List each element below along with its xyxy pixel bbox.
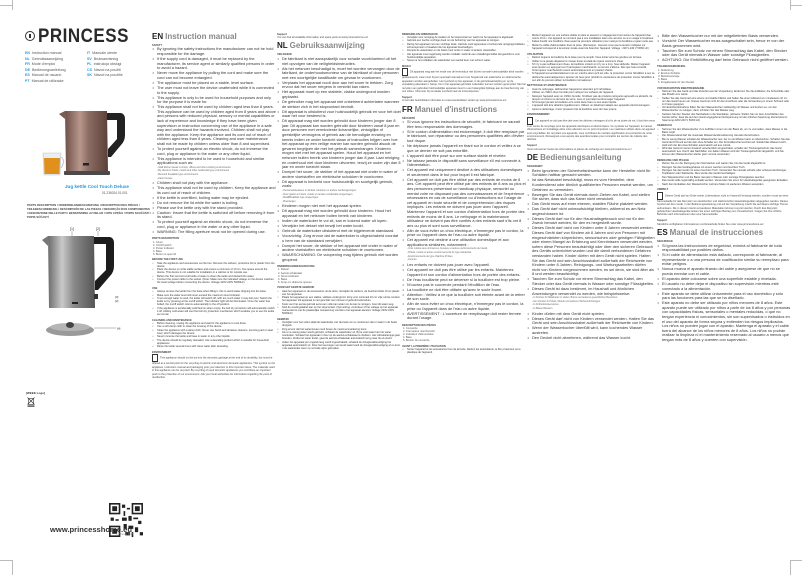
language-item: ES Manual de usuario: [25, 73, 62, 77]
kettle-diagram: [32, 226, 132, 366]
language-item: PT Manual de utilizador: [25, 78, 64, 83]
svg-text:[1]: [1]: [70, 227, 74, 231]
brand-name: PRINCESS: [38, 24, 129, 47]
column-de: • Mettez l'appareil sur une surface stable et plate et assurez un dégagement tout autour de l'appareil d'au moins 10 cm. Cet appareil ne convient pas à une installation dans une armoire ou à un usage à l'extérieur. • Faites bouillir une bouilloire d'eau avant la première utilisation pour nettoyer la bouilloire et jetez cette eau. • Mettez le câble d'alimentation dans la prise. (Remarque : Assurez-vous que la tension indiquée sur l'appareil correspond à la tension locale avant de brancher l'appareil. Voltage : 220 V-240 V 50/60 Hz) UTILISATION • Retirez toujours la bouilloire de la base pour la remplir. Vous évitez ainsi les gouttes sur la base. • Veillez à ne jamais dépasser le niveau d'eau au-delà du repère maximum d'eau. • S'il n'y a pas suffisamment d'eau, la bouilloire s'éteint et s'il y en a trop, l'eau déborde. Mettez l'appareil sous tension en appuyant sur l'interrupteur marche/arrêt. Le témoin s'allume. Dès que l'eau a bouilli, l'interrupteur marche/arrêt revient automatiquement en position d'arrêt. • Si l'appareil est accidentellement mis en marche alors qu'il est vide, la protection contre l'ébullition à sec se déclenche automatiquement. Ajoutez de l'eau pour refroidir le mécanisme de protection contre l'ébullition à sec afin de pouvoir utiliser la bouilloire normalement. NETTOYAGE ET MAINTENANCE • Avant le nettoyage, débranchez l'appareil et attendez qu'il refroidisse. • Utilisez un chiffon doux humide pour nettoyer les surfaces de l'appareil. • Nettoyez l'appareil avec un chiffon humide. N'utilisez pas de produits nettoyants agressifs ou abrasifs, de tampon à récurer ou de laine de verre, ceux-ci pourraient endommager l'appareil. • N'immergez jamais la bouilloire et le socle dans l'eau ou tout autre liquide. • L'appareil doit être détartré régulièrement. Utilisez un détartrant adapté aux appareils électroménagers. • Après le détartrage, rincez plusieurs fois la bouilloire avec de l'eau propre. ENVIRONNEMENT Cet appareil ne doit pas être jeté avec les déchets ménagers à la fin de sa durée de vie, il doit être remis à un centre de recyclage pour les appareils électriques et électroniques. Ce symbole sur l'appareil, le manuel d'instructions et l'emballage attire votre attention sur ce point important. Les matériaux utilisés dans cet appareil sont recyclables. En recyclant vos appareils, vous contribuez de manière significative à la protection de notre environnement. Renseignez-vous auprès des autorités locales pour connaître les centres de collecte des déchets. Support Vous retrouverez toutes les informations et pièces de rechange sur www.princesshome.eu ! DE Bedienungsanleitung SICHERHEIT • Beim Ignorieren der Sicherheitshinweise kann der Hersteller nicht für Schäden haftbar gemacht werden. • Ist das Netzkabel beschädigt, muss es vom Hersteller, dem Kundendienst oder ähnlich qualifizierten Personen ersetzt werden, um Gefahren zu vermeiden. • Bewegen Sie das Gerät niemals durch Ziehen am Kabel, und stellen Sie sicher, dass sich das Kabel nicht verwickelt. • Das Gerät muss auf einer ebenen, stabilen Fläche platziert werden. • Das Gerät darf nicht unbeaufsichtigt bleiben, während es am Netz angeschlossen ist. • Dieses Gerät darf nur für den Haushaltsgebrauch und nur für den Zweck benutzt werden, für den es hergestellt wurde. • Dieses Gerät darf nicht von Kindern unter 8 Jahren verwendet werden. Dieses Gerät darf von Kindern ab 8 Jahren und von Personen mit eingeschränkten körperlichen, sensorischen oder geistigen Fähigkeiten oder einem Mangel an Erfahrung und Kenntnissen verwendet werden, sofern diese Personen beaufsichtigt oder über den sicheren Gebrauch des Geräts unterrichtet wurden und die damit verbundenen Gefahren verstanden haben. Kinder dürfen mit dem Gerät nicht spielen. Halten Sie das Gerät und sein Anschlusskabel außerhalb der Reichweite von Kindern unter 8 Jahren. Reinigungs- und Wartungsarbeiten dürfen nicht von Kindern vorgenommen werden, es sei denn, sie sind älter als 8 und werden beaufsichtigt. • Tauchen Sie zum Schutz vor einem Stromschlag das Kabel, den Stecker oder das Gerät niemals in Wasser oder sonstige Flüssigkeiten. • Dieses Gerät ist dazu bestimmt, im Haushalt und ähnlichen Anwendungen verwendet zu werden, wie beispielsweise: – In Küchen für Mitarbeiter in Läden, Büros und anderen gewerblichen Bereichen. – Von Kunden in Hotels, Motels und anderen Wohneinrichtungen. – In Frühstückspensionen. – In Bauernhäusern. • Kinder dürfen mit dem Gerät nicht spielen. • Dieses Gerät darf nicht von Kindern verwendet werden. Halten Sie das Gerät und sein Anschlusskabel außerhalb der Reichweite von Kindern. • Wenn der Wasserkocher überfüllt wird, kann kochendes Wasser austreten. • Den Deckel nicht abnehmen, während das Wasser kocht.: [527, 34, 655, 341]
crop-mark: [0, 5, 12, 6]
column-fr: REINIGING EN ONDERHOUD • Verwijder voor reiniging de stekker uit het stopcontact en wacht tot het apparaat is afgekoeld. • Gebruik een zachte vochtige doek om de behuizing van het apparaat te reinigen. • Reinig het apparaat met een vochtige doek. Gebruik nooit agressieve of schurende reinigingsmiddelen, schuursponsen of staalwol die het apparaat beschadigen. • Dompel de waterkoker en de basis nooit onder in water of andere vloeistoffen. • Het apparaat moet regelmatig worden ontkalkt. Gebruik een ontkalkingsmiddel dat geschikt is voor huishoudelijke apparaten. • Spoel na het ontkalken de waterkoker een aantal keer met schoon water. MILIEU Dit apparaat mag aan het einde van de levensduur niet bij het normale huishoudelijke afval worden gedeponeerd, maar moet bij een speciaal inzamelpunt voor hergebruik van elektrische en elektronische apparaten worden aangeboden. Het symbool op het apparaat, in de gebruiksaanwijzing en op de verpakking attendeert u hierop. De in het apparaat gebruikte materialen kunnen worden gerecycled. Met het recyclen van gebruikte huishoudelijke apparaten levert u een belangrijke bijdrage aan de bescherming van ons milieu. Informeer bij uw lokale overheid naar de inzamelpunten. Support U kunt alle beschikbare informatie en reserveonderdelen vinden op www.princesshome.eu! FR Manuel d'instructions SÉCURITÉ • Si vous ignorez les instructions de sécurité, le fabricant ne saurait être tenu responsable des dommages. • Si le cordon d'alimentation est endommagé, il doit être remplacé par le fabricant, son réparateur ou des personnes qualifiées afin d'éviter tout risque. • Ne déplacez jamais l'appareil en tirant sur le cordon et veillez à ce que ce dernier ne soit pas entortillé. • L'appareil doit être posé sur une surface stable et nivelée. • Ne laissez jamais le dispositif sans surveillance s'il est connecté à l'alimentation. • Cet appareil est uniquement destiné à des utilisations domestiques et seulement dans le but pour lequel il est fabriqué. • Cet appareil ne doit pas être utilisé par des enfants de moins de 8 ans. Cet appareil peut être utilisé par des enfants de 8 ans ou plus et des personnes présentant un handicap physique, sensoriel ou mental voire ne disposant pas des connaissances et de l'expérience nécessaires en cas de surveillance ou d'instructions sur l'usage de cet appareil en toute sécurité et de compréhension des risques impliqués. Les enfants ne doivent pas jouer avec l'appareil. Maintenez l'appareil et son cordon d'alimentation hors de portée des enfants de moins de 8 ans. Le nettoyage et la maintenance utilisateur ne doivent pas être confiés à des enfants sauf s'ils ont 8 ans ou plus et sont sous surveillance. • Afin de vous éviter un choc électrique, n'immergez pas le cordon, la prise ou l'appareil dans de l'eau ou autre liquide. • Cet appareil est destiné à une utilisation domestique et aux applications similaires, notamment : – Coin cuisine des commerces, bureaux et autres environnements de travail. – Hôtels, motels et autres environnements de type résidentiel. – Environnements de type chambre d'hôtes. – Fermes. • Les enfants ne doivent pas jouer avec l'appareil. • Cet appareil ne doit pas être utilisé par les enfants. Maintenez l'appareil et son cordon d'alimentation hors de portée des enfants. • De l'eau bouillante peut se déverser si la bouilloire est trop pleine. • N'ouvrez pas le couvercle pendant l'ébullition de l'eau. • La bouilloire ne doit être utilisée qu'avec le socle fourni. • Attention : Veillez à ce que la bouilloire soit éteinte avant de la retirer de son socle. • Afin de vous éviter un choc électrique, n'immergez pas le cordon, la prise ou l'appareil dans de l'eau ou autre liquide. • AVERTISSEMENT : L'ouverture de remplissage doit rester fermée durant l'usage. DESCRIPTION DES PIÈCES 1. Couvercle 2. Interrupteur marche/arrêt 3. Indicateur d'alimentation 4. Base 5. Bouton de couvercle AVANT LA PREMIÈRE UTILISATION • Sortez l'appareil et les accessoires hors de la boîte. Retirez les autocollants, le film protecteur ou le plastique de l'appareil.: [402, 30, 526, 355]
heading-safety: SAFETY: [152, 43, 163, 47]
support-text-en: You can find all available information and spare parts at www.princesshome.eu!: [277, 36, 369, 40]
heading-first-use: BEFORE THE FIRST USE: [152, 258, 183, 262]
kettle-photo: [35, 105, 130, 180]
heading-parts: PARTS DESCRIPTION: [152, 237, 180, 241]
language-item: SV Bruksanvisning: [87, 56, 119, 61]
copyright: © Princess 2018: [116, 534, 133, 536]
website-link[interactable]: www.princesshome.eu: [50, 525, 133, 534]
product-name: Jug kettle Cool Touch Deluxe: [65, 184, 129, 189]
crop-mark: [12, 0, 13, 10]
section-title-es: ES Manual de instrucciones: [657, 228, 764, 238]
svg-text:[3]: [3]: [115, 295, 119, 299]
crop-mark: [790, 0, 791, 10]
heading-cleaning: CLEANING AND MAINTENANCE: [152, 318, 192, 322]
uses-list: – Staff kitchen areas in shops, offices and other working environments. – By clients in hotels, motels and other residential type environments. – Bed and breakfast type environments. – Farm houses.: [152, 167, 276, 181]
weee-bin-icon: [527, 117, 533, 125]
language-item: FR Mode d'emploi: [25, 62, 56, 66]
section-title-de: DE Bedienungsanleitung: [527, 153, 622, 163]
column-en: EN Instruction manual SAFETY • By ignoring the safety instructions the manufacturer can not be hold responsible for the damage. • If the supply cord is damaged, it must be replaced by the manufacturer, its service agent or similarly qualified persons in order to avoid a hazard. • Never move the appliance by pulling the cord and make sure the cord can not become entangled. • The appliance must be placed on a stable, level surface. • The user must not leave the device unattended while it is connected to the supply. • This appliance is only to be used for household purposes and only for the purpose it is made for. • This appliance shall not be used by children aged less than 8 years. This appliance can be used by children aged from 8 years and above and persons with reduced physical, sensory or mental capabilities or lack of experience and knowledge if they have been given supervision or instruction concerning use of the appliance in a safe way and understand the hazards involved. Children shall not play with the appliance. Keep the appliance and its cord out of reach of children aged less than 8 years. Cleaning and user maintenance shall not be made by children unless older than 8 and supervised. • To protect yourself against an electric shock, do not immerse the cord, plug or appliance in the water or any other liquid. • This appliance is intended to be used in household and similar applications such as: – Staff kitchen areas in shops, offices and other working environments. – By clients in hotels, motels and other residential type environments. – Bed and breakfast type environments. – Farm houses. • Children shall not play with the appliance. • This appliance shall not be used by children. Keep the appliance and its cord out of reach of children. • If the kettle is overfilled, boiling water may be ejected. • Do not remove the lid while the water is boiling. • Please use the kettle only with the stand provided. • Caution: Insure that the kettle is switched off before removing it from its stand. • To protect yourself against an electric shock, do not immerse the cord, plug or appliance in the water or any other liquid. • WARNING: The filling aperture must not be opened during use. PARTS DESCRIPTION 1. Cover 2. On/Off switch 3. Power indicator 4. Base 5. Button to open lid BEFORE THE FIRST USE • Take the appliance and accessories out the box. Remove the stickers, protective foil or plastic from the device. • Place the device on a flat stable surface and ensure a minimum of 10 cm. free space around the device. This device is not suitable for installation in a cabinet or for outside use. • Before the first use boil a full kettle of water to clean the kettle and discard this water. • Connect the power cable to the socket. (Note: Make sure the indicated voltage on the device matches the local voltage before connecting the device. Voltage 220V-240V 50/60Hz) USE • Always remove the kettle from the base when filling it, this to avoid water dripping into the base. • Make sure the water level will never exceed the maximum level indicator. • If not enough water is used, the kettle will switch off, with too much water it may boil over. Switch the kettle on by pressing at the on/off switch. The indicator light will be illuminated. Once the water has boiled, the on/off switch returns automatically to the off position. • If the appliance is accidentally switched on when empty, the boil dry protection will automatically switch it off. Adding cold water will cool the boil dry protection mechanism which enables you to use the kettle as normal. CLEANING AND MAINTENANCE • Before cleaning, unplug the appliance and wait for the appliance to cool down. • Use a soft damp cloth to clean the housing of the device. • Clean the appliance with a damp cloth. Never use harsh and abrasive cleaners, scouring pad or steel wool, which damages the device. • Never immerse the kettle and base in water or any other liquids. • The device should be regularly descaled. Use a descaling product which is suitable for household appliances. • Rinse the kettle several times with clean water after descaling. ENVIRONMENT This appliance should not be put into the domestic garbage at the end of its durability, but must be offered at a central point for the recycling of electric and electronic domestic appliances. This symbol on the appliance, instruction manual and packaging puts your attention to this important issue. The materials used in this appliance can be recycled. By recycling of used domestic appliances you contribute an important push to the protection of our environment. Ask your local authorities for information regarding the point of recollection.: [152, 30, 276, 381]
section-title-fr: FR Manuel d'instructions: [402, 104, 498, 114]
column-nl: Support You can find all available information and spare parts at www.princesshome.eu! NL Gebruiksaanwijzing VEILIGHEID • De fabrikant is niet aansprakelijk voor schade voortvloeiend uit het niet opvolgen van de veiligheidsinstructies. • Als het netsnoer beschadigd is, moet het worden vervangen door de fabrikant, de onderhoudsmonteur van de fabrikant of door personen met een soortgelijke kwalificatie om gevaar te voorkomen. • Verplaats het apparaat nooit door aan het snoer te trekken. Zorg ervoor dat het snoer nergens in verstrikt kan raken. • Het apparaat moet op een stabiele, vlakke ondergrond worden geplaatst. • De gebruiker mag het apparaat niet onbeheerd achterlaten wanneer de stekker zich in het stopcontact bevindt. • Dit apparaat is uitsluitend voor huishoudelijk gebruik en voor het doel waar het voor bestemd is. • Dit apparaat mag niet worden gebruikt door kinderen jonger dan 8 jaar. Dit apparaat kan worden gebruikt door kinderen vanaf 8 jaar en door personen met verminderde lichamelijke, zintuiglijke of geestelijke vermogens of gebrek aan de benodigde ervaring en kennis indien ze onder toezicht staan of instructies krijgen over hoe het apparaat op een veilige manier kan worden gebruikt alsook de gevaren begrijpen die met het gebruik samenhangen. Kinderen mogen niet met het apparaat spelen. Houd het apparaat en het netsnoer buiten bereik van kinderen jonger dan 8 jaar. Laat reiniging en onderhoud niet door kinderen uitvoeren, tenzij ze ouder zijn dan 8 jaar en onder toezicht staan. • Dompel het snoer, de stekker of het apparaat niet onder in water of andere vloeistoffen om elektrische schokken te voorkomen. • Dit apparaat is bedoeld voor huishoudelijk en soortgelijk gebruik, zoals: – Personeelskeukens in winkels, kantoren en andere werkomgevingen. – Door gasten in hotels, motels en andere residentiële omgevingen. – Bed&Breakfast type omgevingen. – Boerderijen. • Kinderen mogen niet met het apparaat spelen. • Dit apparaat mag niet worden gebruikt door kinderen. Houd het apparaat en het netsnoer buiten bereik van kinderen. • Indien de waterkoker te vol zit, kan er kokend water uit lopen. • Verwijder het deksel niet terwijl het water kookt. • Gebruik de waterkoker uitsluitend met de bijgeleverde standaard. • Voorzichtig: Zorg ervoor dat de waterkoker is uitgeschakeld voordat u hem van de standaard verwijdert. • Dompel het snoer, de stekker of het apparaat niet onder in water of andere vloeistoffen om elektrische schokken te voorkomen. • WAARSCHUWING: De vulopening mag tijdens gebruik niet worden geopend. ONDERDELENBESCHRIJVING 1. Deksel 2. Aan/uit-schakelaar 3. Stroomindicator 4. Basis 5. Knop om deksel te openen VOOR HET EERSTE GEBRUIK • Haal het apparaat en de accessoires uit de doos. Verwijder de stickers, de beschermfolie of het plastic van het apparaat. • Plaats het apparaat op een vlakke, stabiele ondergrond. Zorg voor minimaal 10 cm vrije ruimte rondom het apparaat. Dit apparaat is niet geschikt voor inbouw of gebruik buitenshuis. • Kook voor het eerste gebruik eerst een volle kan water om de kan te reinigen. Gooi dit water weg. • Sluit de voedingskabel aan op het stopcontact. (Opmerking: controleer of het voltage op het apparaat overeenkomt met de plaatselijke netspanning voordat u het apparaat aansluit. Voltage 220V-240V 50/60Hz) GEBRUIK • Verwijder voor het vullen altijd de waterkoker van de basis om te voorkomen dat er water in de basis druppelt. • Zorg ervoor dat het waterniveau nooit boven de maximummarkering komt. • Als er te weinig water wordt gebruikt, schakelt de waterkoker uit. Bij te veel water kan het water overkoken. Schakel het apparaat in door op de aan/uit-schakelaar te drukken. Het indicatielampje gaat branden. Zodra het water kookt, gaat de aan/uit-schakelaar automatisch terug naar de uit-stand. • Indien het apparaat per ongeluk leeg wordt ingeschakeld, schakelt de droogkookbeveiliging het apparaat automatisch uit. Door het toevoegen van koud water koelt de droogkookbeveiliging af en kunt u de waterkoker weer op normale wijze gebruiken.: [277, 30, 401, 350]
product-code: 01.236024.01.001: [102, 191, 128, 195]
brand-logo: [25, 26, 129, 46]
section-title-nl: NL Gebruiksaanwijzing: [277, 41, 365, 51]
language-item: NL Gebruiksaanwijzing: [25, 56, 63, 61]
parts-description-header: PARTS DESCRIPTION / ONDERDELENBESCHRIJVING / DESCRIPTION DES PIÈCES / TEILEBESCHREIBUNG / DESCRIPCIÓN DE LAS PIEZAS / DESCRIÇÃO DOS COMPONENTES / DESCRIZIONE DELLE PARTI / BESKRIVNING AV DELAR / OPIS CZĘŚCI / POPIS SOUČÁSTÍ / POPIS SÚČASTÍ: [27, 203, 151, 220]
safety-list: • By ignoring the safety instructions the manufacturer can not be hold responsible for the damage. • If the supply cord is damaged, it must be replaced by the manufacturer, its service agent or similarly qualified persons in order to avoid a hazard. • Never move the appliance by pulling the cord and make sure the cord can not become entangled. • The appliance must be placed on a stable, level surface. • The user must not leave the device unattended while it is connected to the supply. • This appliance is only to be used for household purposes and only for the purpose it is made for. • This appliance shall not be used by children aged less than 8 years. This appliance can be used by children aged from 8 years and above and persons with reduced physical, sensory or mental capabilities or lack of experience and knowledge if they have been given supervision or instruction concerning use of the appliance in a safe way and understand the hazards involved. Children shall not play with the appliance. Keep the appliance and its cord out of reach of children aged less than 8 years. Cleaning and user maintenance shall not be made by children unless older than 8 and supervised. • To protect yourself against an electric shock, do not immerse the cord, plug or appliance in the water or any other liquid. • This appliance is intended to be used in household and similar applications such as:: [152, 47, 276, 165]
parts-list: 1. Cover 2. On/Off switch 3. Power indicator 4. Base 5. Button to open lid: [153, 240, 177, 256]
language-item: DE Bedienungsanleitung: [25, 67, 66, 72]
section-title-en: EN Instruction manual: [152, 32, 237, 41]
heading-use: USE: [152, 286, 158, 290]
heading-environment: ENVIRONMENT: [152, 350, 172, 354]
language-item: IT Manuale utente: [87, 51, 117, 55]
crop-mark: [790, 5, 802, 6]
language-list: [25, 51, 145, 83]
crop-mark: [790, 560, 802, 561]
language-item: EN Instruction manual: [25, 51, 62, 55]
svg-text:[2]: [2]: [115, 299, 119, 303]
svg-text:[2]: [2]: [96, 227, 100, 231]
language-item: SK Návod na použitie: [87, 73, 123, 77]
language-item: CS Návod na použití: [87, 67, 121, 72]
weee-bin-icon: [657, 192, 663, 200]
svg-text:[4]: [4]: [117, 326, 121, 331]
crown-icon: [25, 31, 35, 41]
crop-mark: [790, 560, 791, 575]
column-es: • Bitte den Wasserkocher nur mit der mitgelieferten Basis verwenden. • Vorsicht: Der Wasserkocher muss ausgeschaltet sein, bevor er von der Basis genommen wird. • Tauchen Sie zum Schutz vor einem Stromschlag das Kabel, den Stecker oder das Gerät niemals in Wasser oder sonstige Flüssigkeiten. • ACHTUNG: Die Einfüllöffnung darf beim Gebrauch nicht geöffnet werden. TEILEBESCHREIBUNG 1. Abdeckung 2. Ein/Aus-Schalter 3. Betriebsanzeige 4. Basis 5. Freigabetaste für den Deckel VOR DER ERSTEN INBETRIEBNAHME • Nehmen Sie das Gerät und das Zubehör aus der Verpackung. Entfernen Sie die Aufkleber, die Schutzfolie oder das Plastik vom Gerät. • Stellen Sie das Gerät auf eine ebene und stabile Fläche und halten Sie einen Abstand von mindestens 10 cm um das Gerät herum ein. Dieses Gerät ist nicht für den Anschluss oder die Verwendung in einem Schrank oder im Freien geeignet. • Vor Erstinbetriebnahme füllen Sie den Wasserkocher vollständig mit Wasser und kochen es, um den Wasserkocher zu reinigen; dann schütten Sie das Wasser weg. • Stecken Sie den Stecker des Netzkabels in die Steckdose. (Hinweis: Stellen Sie vor dem Anschließen des Geräts sicher, dass die auf dem Gerät angegebene Netzspannung mit der örtlichen Spannung übereinstimmt. Spannung 220V-240 V 50/60 Hz) GEBRAUCH • Nehmen Sie den Wasserkocher zum Auffüllen immer von der Basis ab, um zu vermeiden, dass Wasser in die Basis tropft. • Der Wasserstand darf die maximale Wasserstandsmarkierung niemals überschreiten. • Bei zu wenig Wasser schaltet der Wasserkocher aus, bei zu viel Wasser kann es überkochen. Schalten Sie das Gerät durch Druck auf den Ein-/Aus-Schalter ein. Die Kontrollleuchte leuchtet auf. Sobald das Wasser kocht, stellt sich der Ein-/Aus-Schalter automatisch auf aus zurück. • Wird das Gerät im leeren Zustand versehentlich eingeschaltet, schaltet der Trockengehschutz das Gerät automatisch aus. Durch das Nachfüllen von kaltem Wasser wird der Trockengehschutz abgekühlt, und Sie können den Wasserkocher wieder ganz normal verwenden. REINIGUNG UND PFLEGE • Ziehen Sie vor der Reinigung den Netzstecker und warten Sie, bis das Gerät abgekühlt ist. • Reinigen Sie das Gerätegehäuse mit einem weichen und feuchten Tuch. • Reinigen Sie das Gerät mit einem feuchten Tuch. Verwenden Sie niemals scharfe oder scheuernde Reiniger, Topfkratzer oder Stahlwolle. Dies würde das Gerät beschädigen. • Den Wasserkocher und die Basis niemals in Wasser oder sonstige Flüssigkeiten tauchen. • Das Gerät sollte regelmäßig entkalkt werden. Verwenden Sie einen für Haushaltsgeräte geeigneten Entkalker. • Nach dem Entkalken den Wasserkocher mehrere Male mit sauberem Wasser ausspülen. UMWELT Dieses Gerät darf am Ende seiner Lebensdauer nicht im Hausmüll entsorgt werden, sondern muss an einer Sammelstelle für das Recyceln von elektrischen und elektronischen Haushaltsgeräten abgegeben werden. Dieses Symbol auf dem Gerät, in der Bedienungsanleitung und auf der Verpackung macht Sie auf dieses wichtige Thema aufmerksam. Die in diesem Gerät verwendeten Materialien können recycelt werden. Durch das Recyceln gebrauchter Haushaltsgeräte leisten Sie einen wichtigen Beitrag zum Umweltschutz. Fragen Sie Ihre örtliche Behörde nach Informationen über eine Sammelstelle. Support Sämtliche verfügbaren Informationen und Ersatzteile finden Sie unter www.princesshome.eu! ES Manual de instrucciones SEGURIDAD • Si ignora las instrucciones de seguridad, eximirá al fabricante de toda responsabilidad por posibles daños. • Si el cable de alimentación está dañado, corresponde al fabricante, al representante o a una persona de cualificación similar su reemplazo para evitar peligros. • Nunca mueva el aparato tirando del cable y asegúrese de que no se pueda enredar con el cable. • El aparato debe colocarse sobre una superficie estable y nivelada. • El usuario no debe dejar el dispositivo sin supervisión mientras esté conectado a la alimentación. • Este aparato se debe utilizar únicamente para el uso doméstico y sólo para las funciones para las que se ha diseñado. • Este aparato no debe ser utilizado por niños menores de 8 años. Este aparato puede ser utilizado por niños a partir de los 8 años y por personas con capacidades físicas, sensoriales o mentales reducidas, o que no tengan experiencia ni conocimientos, sin son supervisados o instruidos en el uso del aparato de forma segura y entienden los riesgos implicados. Los niños no pueden jugar con el aparato. Mantenga el aparato y el cable fuera del alcance de los niños menores de 8 años. Los niños no podrán realizar la limpieza ni el mantenimiento reservado al usuario a menos que tengan más de 8 años y cuenten con supervisión.: [657, 34, 791, 343]
language-item: PL Instrukcja obsługi: [87, 62, 122, 66]
weee-logo-label: [WEEE Logo]: [26, 391, 45, 395]
weee-bin-icon: [27, 397, 35, 407]
cover-column: [10, 20, 150, 575]
safety-list-2: • Children shall not play with the appliance. • This appliance shall not be used by children. Keep the appliance and its cord out of reach of children. • If the kettle is overfilled, boiling water may be ejected. • Do not remove the lid while the water is boiling. • Please use the kettle only with the stand provided. • Caution: Insure that the kettle is switched off before removing it from its stand. • To protect yourself against an electric shock, do not immerse the cord, plug or appliance in the water or any other liquid. • WARNING: The filling aperture must not be opened during use.: [152, 181, 276, 234]
